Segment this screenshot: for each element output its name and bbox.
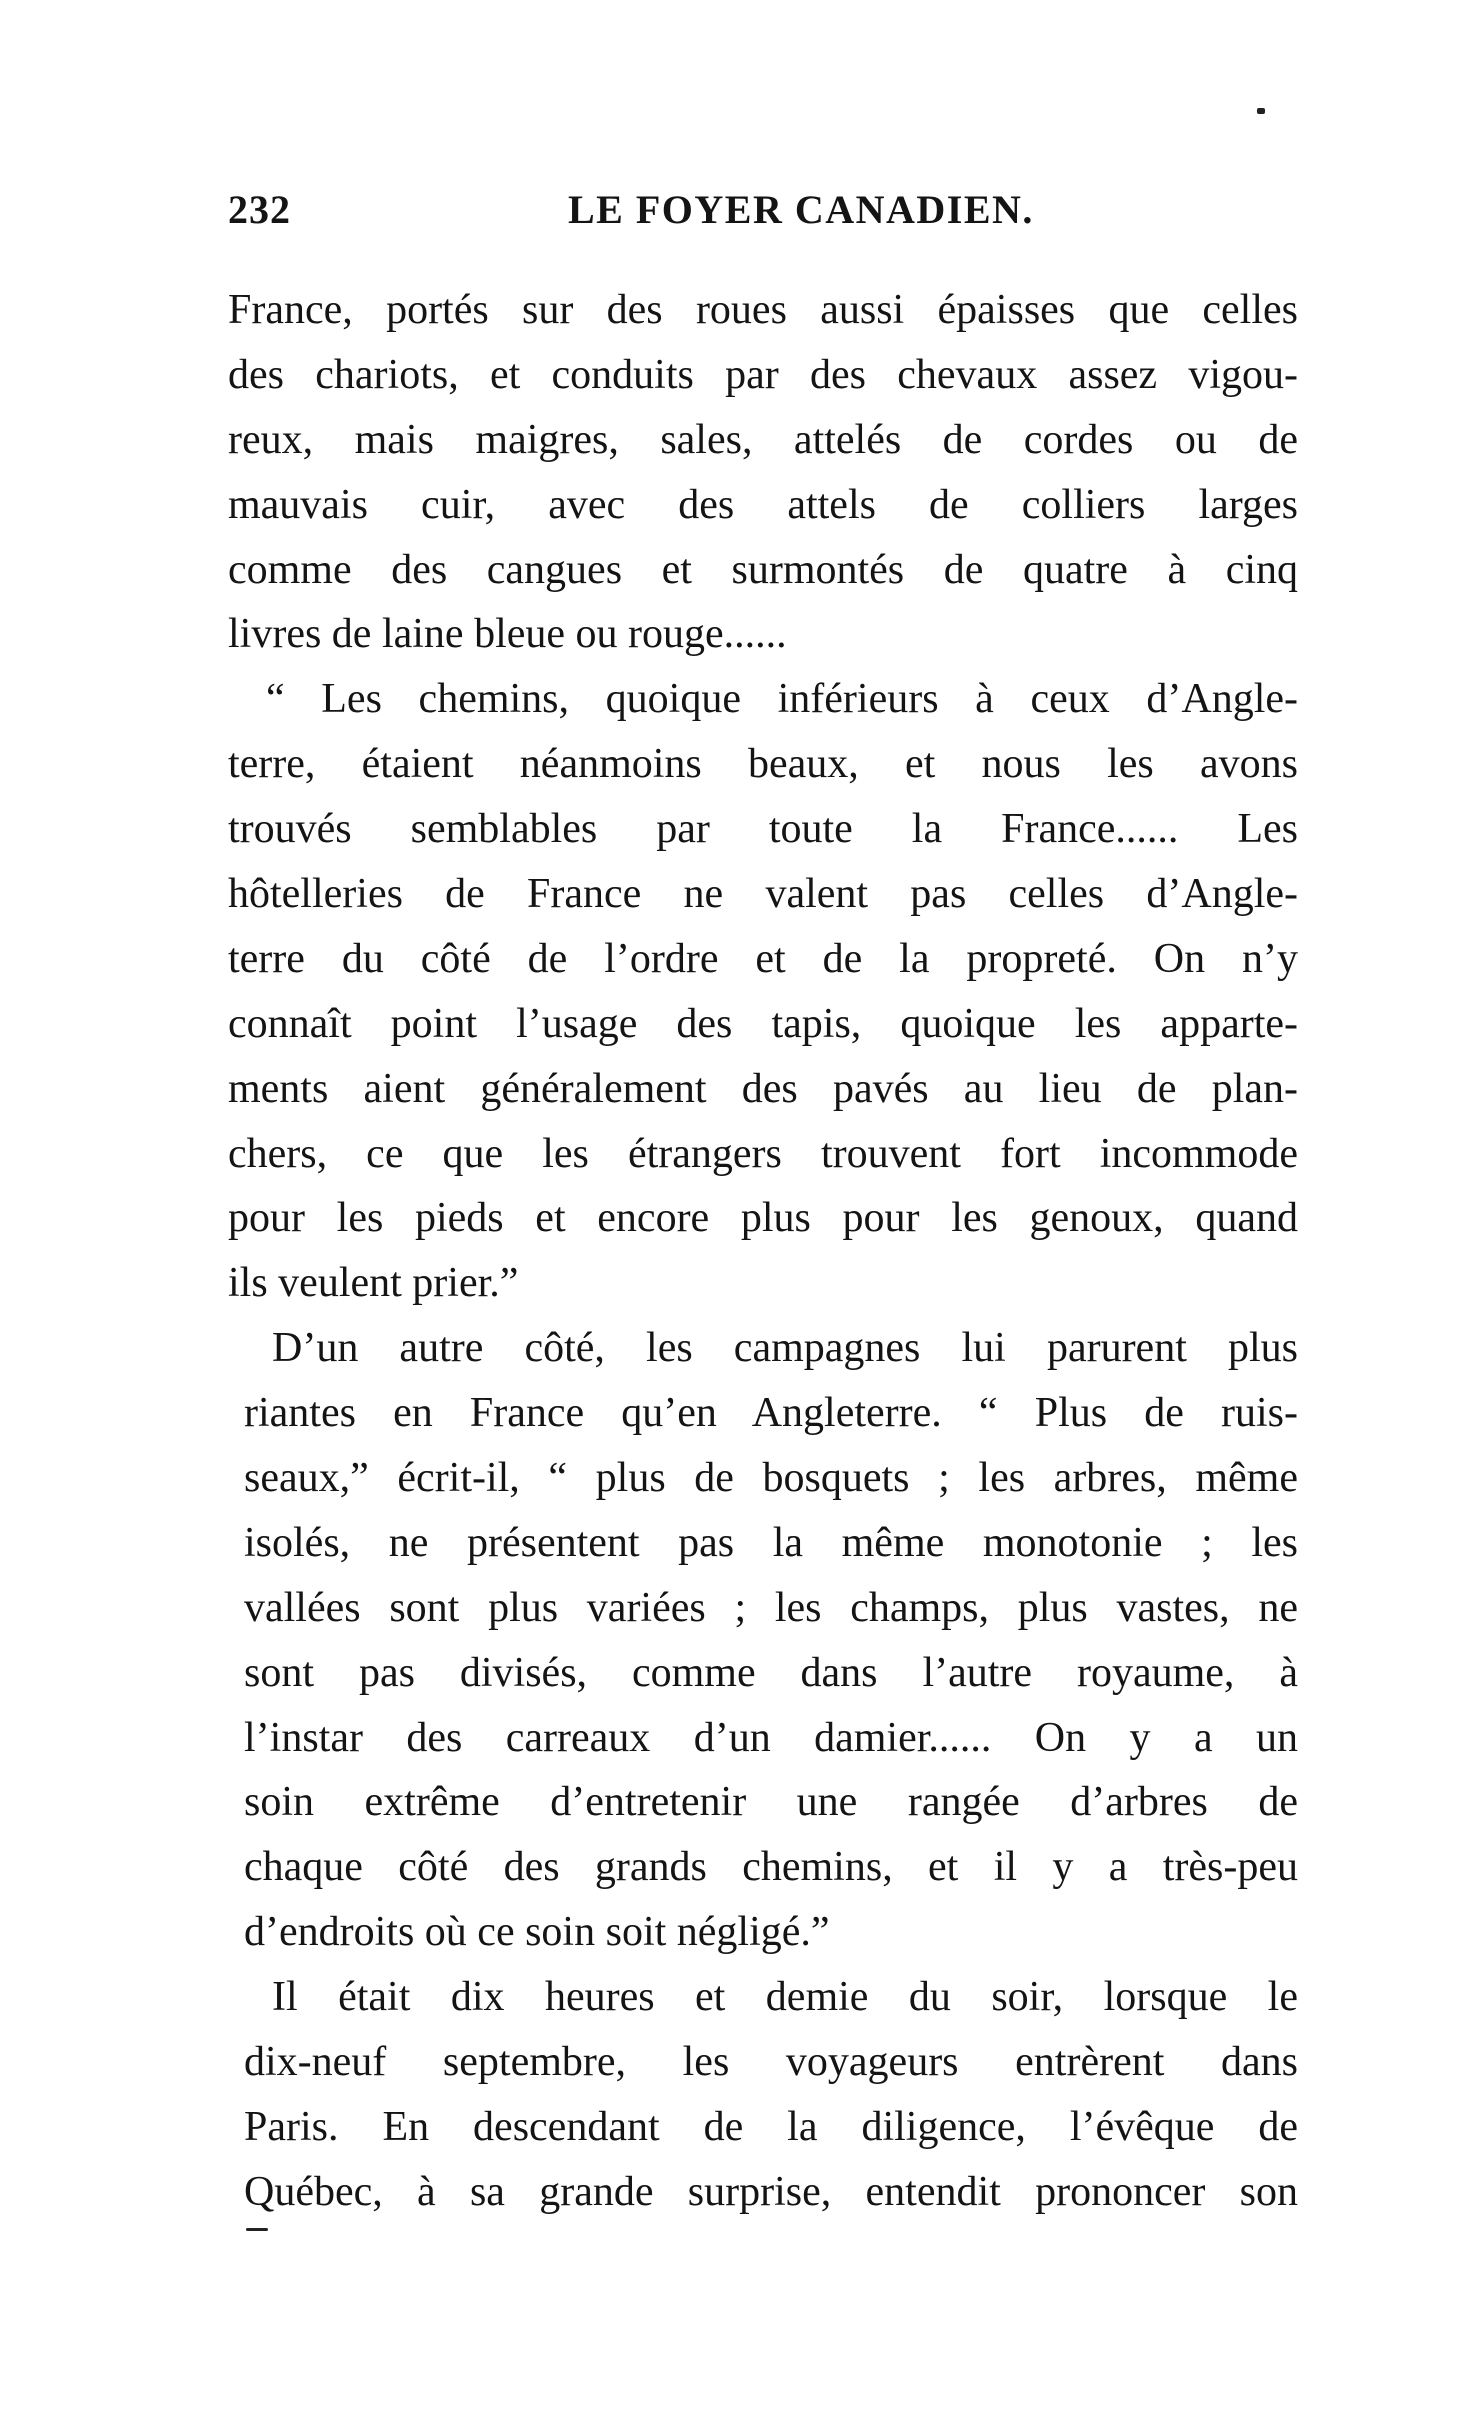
- ink-speck-bottom: [246, 2228, 268, 2231]
- text-line: D’un autre côté, les campagnes lui parurent plus: [272, 1325, 1298, 1372]
- text-line: mauvais cuir, avec des attels de colliers larges: [228, 481, 1298, 528]
- text-line: d’endroits où ce soin soit négligé.”: [244, 1909, 830, 1956]
- text-line: “ Les chemins, quoique inférieurs à ceux d’Angle-: [266, 676, 1298, 723]
- text-line: isolés, ne présentent pas la même monotonie ; les: [244, 1519, 1298, 1566]
- page-header: [228, 186, 1288, 246]
- text-line: connaît point l’usage des tapis, quoique les apparte-: [228, 1000, 1298, 1047]
- text-line: l’instar des carreaux d’un damier...... On y a un: [244, 1714, 1298, 1761]
- text-line: dix-neuf septembre, les voyageurs entrèrent dans: [244, 2039, 1298, 2086]
- text-line: soin extrême d’entretenir une rangée d’arbres de: [244, 1779, 1298, 1826]
- ink-speck-top: [1257, 108, 1265, 114]
- text-line: France, portés sur des roues aussi épaisses que celles: [228, 287, 1298, 333]
- text-line: livres de laine bleue ou rouge......: [228, 611, 787, 658]
- text-line: terre, étaient néanmoins beaux, et nous les avons: [228, 741, 1298, 788]
- text-line: ments aient généralement des pavés au lieu de plan-: [228, 1065, 1298, 1112]
- body-text: [228, 278, 1298, 2225]
- text-line: reux, mais maigres, sales, attelés de cordes ou de: [228, 416, 1298, 463]
- text-line: chers, ce que les étrangers trouvent fort incommode: [228, 1130, 1298, 1177]
- running-title: LE FOYER CANADIEN.: [568, 187, 1034, 232]
- text-line: hôtelleries de France ne valent pas celles d’Angle-: [228, 871, 1298, 918]
- text-line: sont pas divisés, comme dans l’autre royaume, à: [244, 1649, 1298, 1696]
- text-line: terre du côté de l’ordre et de la propreté. On n’y: [228, 935, 1298, 982]
- text-line: des chariots, et conduits par des chevaux assez vigou-: [228, 351, 1298, 398]
- text-line: vallées sont plus variées ; les champs, plus vastes, ne: [244, 1584, 1298, 1631]
- text-line: Il était dix heures et demie du soir, lorsque le: [272, 1974, 1298, 2021]
- text-line: seaux,” écrit-il, “ plus de bosquets ; les arbres, même: [244, 1455, 1298, 1502]
- text-line: riantes en France qu’en Angleterre. “ Plus de ruis-: [244, 1390, 1298, 1437]
- text-line: ils veulent prier.”: [228, 1260, 519, 1307]
- page-number: 232: [228, 187, 291, 232]
- text-line: pour les pieds et encore plus pour les genoux, quand: [228, 1195, 1298, 1242]
- text-line: Québec, à sa grande surprise, entendit prononcer son: [244, 2168, 1298, 2215]
- text-line: chaque côté des grands chemins, et il y a très-peu: [244, 1844, 1298, 1891]
- text-line: Paris. En descendant de la diligence, l’évêque de: [244, 2103, 1298, 2150]
- text-line: trouvés semblables par toute la France...... Les: [228, 806, 1298, 853]
- text-line: comme des cangues et surmontés de quatre à cinq: [228, 546, 1298, 593]
